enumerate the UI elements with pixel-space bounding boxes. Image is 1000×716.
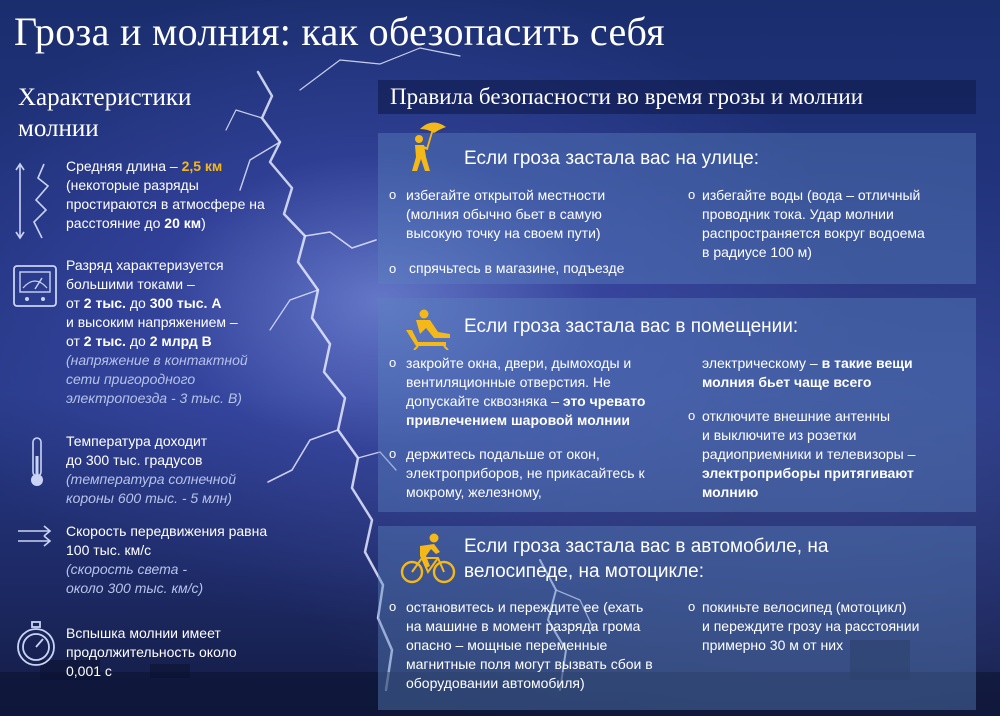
indoors-rule-keep-away: держитесь подальше от окон, электроприборов, не прикасайтесь к мокрому, железному, — [406, 446, 645, 500]
vehicle-rule-leave-bike: покиньте велосипед (мотоцикл) и переждите грозу на расстоянии примерно 30 м от них — [702, 599, 920, 653]
thermometer-icon — [28, 436, 46, 488]
vehicle-heading-line1: Если гроза застала вас в автомобиле, на — [464, 536, 829, 557]
indoors-rule-unplug: отключите внешние антенны и выключите из розетки радиоприемники и телевизоры – электроприборы притягивают молнию — [702, 408, 916, 500]
flash-info: Вспышка молнии имеет продолжительность около 0,001 с — [66, 625, 237, 679]
current-info: Разряд характеризуется большими токами – от 2 тыс. до 300 тыс. А и высоким напряжением – от 2 тыс. до 2 млрд В (напряжение в контактной сети пригородного электропоезда - 3 тыс. В) — [66, 257, 248, 406]
lightning-length-icon — [14, 160, 58, 242]
bullet-icon: o — [389, 355, 397, 370]
page-title: Гроза и молния: как обезопасить себя — [14, 9, 665, 54]
indoors-rule-close-windows: закройте окна, двери, дымоходы и вентиляционные отверстия. Не допускайте сквозняка – это чревато привлечением шаровой молнии — [406, 355, 646, 428]
characteristics-heading-line1: Характеристики — [18, 84, 192, 111]
bullet-icon: o — [688, 599, 696, 614]
safety-rules-title: Правила безопасности во время грозы и молнии — [378, 80, 976, 114]
street-rule-water: избегайте воды (вода – отличный проводник тока. Удар молнии распространяется вокруг водоема в радиусе 100 м) — [702, 187, 925, 260]
indoors-panel — [378, 298, 976, 512]
speed-arrows-icon — [16, 524, 54, 548]
bullet-icon: o — [389, 187, 397, 202]
length-info: Средняя длина – 2,5 км (некоторые разряды простираются в атмосфере на расстояние до 20 км) — [66, 158, 265, 231]
street-panel — [378, 133, 976, 284]
vehicle-panel — [378, 526, 976, 710]
street-heading: Если гроза застала вас на улице: — [464, 148, 759, 169]
characteristics-heading — [18, 82, 191, 144]
characteristics-heading-line2: молнии — [18, 115, 99, 142]
meter-icon — [12, 264, 58, 308]
indoors-rule-continuation: электрическому – в такие вещи молния бьет чаще всего — [702, 355, 913, 390]
stopwatch-icon — [14, 620, 58, 668]
person-in-chair-icon — [402, 308, 456, 350]
person-umbrella-icon — [406, 119, 450, 175]
bullet-icon: o — [389, 261, 397, 276]
bullet-icon: o — [688, 187, 696, 202]
street-rule-shelter: спрячьтесь в магазине, подъезде — [409, 260, 625, 276]
bullet-icon: o — [688, 408, 696, 423]
vehicle-heading-line2: велосипеде, на мотоцикле: — [464, 561, 705, 582]
vehicle-heading — [464, 534, 828, 584]
speed-info: Скорость передвижения равна 100 тыс. км/с (скорость света - около 300 тыс. км/с) — [66, 523, 268, 596]
vehicle-rule-stop: остановитесь и переждите ее (ехать на машине в момент разряда грома опасно – мощные переменные магнитные поля могут вызвать сбои в оборудовании автомобиля) — [406, 599, 653, 691]
street-rule-open-area: избегайте открытой местности (молния обычно бьет в самую высокую точку на своем пути) — [406, 187, 606, 241]
cyclist-icon — [400, 532, 456, 586]
indoors-heading: Если гроза застала вас в помещении: — [464, 316, 799, 337]
temperature-info: Температура доходит до 300 тыс. градусов (температура солнечной короны 600 тыс. - 5 млн) — [66, 433, 237, 506]
bullet-icon: o — [389, 446, 397, 461]
bullet-icon: o — [389, 599, 397, 614]
